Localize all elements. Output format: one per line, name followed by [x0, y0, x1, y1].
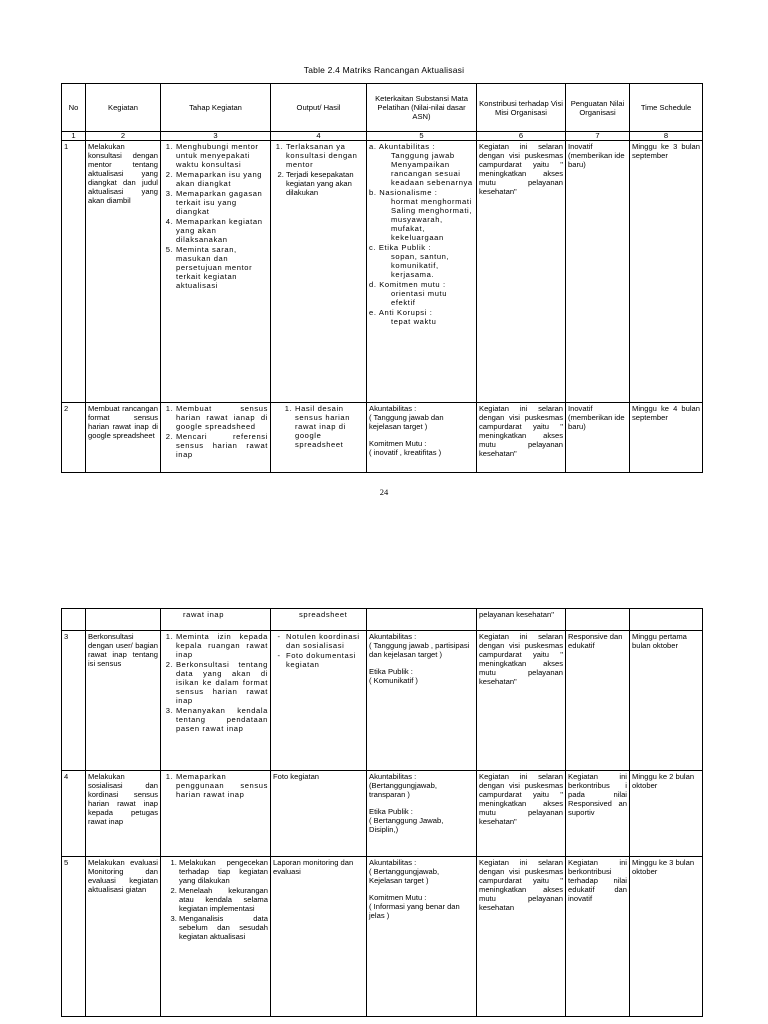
table-title: Table 2.4 Matriks Rancangan Aktualisasi [303, 65, 465, 75]
table-row [62, 141, 703, 403]
col-number: 5 [367, 132, 477, 141]
col-number: 3 [161, 132, 271, 141]
tahap-item: 3. Memaparkan gagasan terkait isu yang diangkat [176, 189, 268, 216]
row-tahap [161, 771, 271, 857]
row-kontribusi: Kegiatan ini selaran dengan visi puskesmas campurdarat yaitu " meningkatkan akses mutu pelayanan kesehatan" [477, 141, 566, 403]
row-no: 2 [62, 403, 86, 473]
row-substansi: Akuntabilitas : (Bertanggungjawab, transparan ) Etika Publik : ( Bertanggung Jawab, Disiplin,) [367, 771, 477, 857]
col-number: 1 [62, 132, 86, 141]
row-penguatan: Inovatif (memberikan ide baru) [566, 403, 630, 473]
row-kegiatan: Berkonsultasi dengan user/ bagian rawat inap tentang isi sensus [86, 631, 161, 771]
row-kegiatan: Melakukan sosialisasi dan kordinasi sensus harian rawat inap kepada petugas rawat inap [86, 771, 161, 857]
header-tahap: Tahap Kegiatan [161, 84, 271, 132]
row-time: Minggu pertama bulan oktober [630, 631, 703, 771]
header-kontribusi: Konstribusi terhadap Visi Misi Organisasi [477, 84, 566, 132]
page-number: 24 [379, 487, 389, 497]
row-time: Minggu ke 4 bulan september [630, 403, 703, 473]
output-item: - Notulen koordinasi dan sosialisasi [286, 632, 364, 650]
substansi-group: c. Etika Publik : sopan, santun, komunikatif, kerjasama. [369, 243, 450, 279]
row-output [271, 141, 367, 403]
row-penguatan: Kegiatan ini berkontribus i pada nilai Responsived an suportiv [566, 771, 630, 857]
row-substansi: Akuntabilitas : ( Bertanggungjawab, Kejelasan target ) Komitmen Mutu : ( Informasi yang benar dan jelas ) [367, 857, 477, 1017]
col-number: 2 [86, 132, 161, 141]
row-tahap [161, 141, 271, 403]
row-kegiatan: Membuat rancangan format sensus harian rawat inap di google spreadsheet [86, 403, 161, 473]
column-number-row [62, 132, 703, 141]
tahap-item: 2. Mencari referensi sensus harian rawat inap [176, 432, 268, 459]
table-row [62, 857, 703, 1017]
row-penguatan: Kegiatan ini berkontribusi terhadap nilai edukatif dan inovatif [566, 857, 630, 1017]
row-tahap [161, 857, 271, 1017]
row-no: 4 [62, 771, 86, 857]
header-kegiatan: Kegiatan [86, 84, 161, 132]
col-number: 8 [630, 132, 703, 141]
table-row [62, 403, 703, 473]
continuation-tahap: rawat inap [161, 609, 271, 631]
tahap-item: 2. Memaparkan isu yang akan diangkat [176, 170, 268, 188]
row-output [271, 403, 367, 473]
col-number: 4 [271, 132, 367, 141]
row-time: Minggu ke 3 bulan september [630, 141, 703, 403]
row-tahap [161, 403, 271, 473]
row-penguatan: Responsive dan edukatif [566, 631, 630, 771]
row-substansi [367, 141, 477, 403]
row-kontribusi: Kegiatan ini selaran dengan visi puskesmas campurdarat yaitu " meningkatkan akses mutu pelayanan kesehatan" [477, 771, 566, 857]
row-no: 1 [62, 141, 86, 403]
output-item: 1. Hasil desain sensus harian rawat inap di google spreadsheet [295, 404, 364, 449]
substansi-group: e. Anti Korupsi : tepat waktu [369, 308, 437, 326]
tahap-item: 1. Menghubungi mentor untuk menyepakati waktu konsultasi [176, 142, 268, 169]
col-number: 6 [477, 132, 566, 141]
row-time: Minggu ke 2 bulan oktober [630, 771, 703, 857]
row-no: 3 [62, 631, 86, 771]
continuation-row [62, 609, 703, 631]
substansi-group: d. Komitmen mutu : orientasi mutu efektif [369, 280, 448, 307]
row-kontribusi: Kegiatan ini selaran dengan visi puskesmas campurdarat yaitu " meningkatkan akses mutu pelayanan kesehatan" [477, 631, 566, 771]
substansi-group: b. Nasionalisme : hormat menghormati Saling menghormati, musyawarah, mufakat, kekeluargaan [369, 188, 473, 242]
matrix-table-part-1 [61, 83, 703, 473]
table-row [62, 631, 703, 771]
substansi-group: a. Akuntabilitas : Tanggung jawab Menyampaikan rancangan sesuai keadaan sebenarnya [369, 142, 473, 187]
tahap-item: 1. Membuat sensus harian rawat ianap di google spreadsheed [176, 404, 268, 431]
output-item: 1. Terlaksanan ya konsultasi dengan mentor [286, 142, 364, 169]
row-kontribusi: Kegiatan ini selaran dengan visi puskesmas campurdarat yaitu " meningkatkan akses mutu pelayanan kesehatan" [477, 403, 566, 473]
continuation-output: spreadsheet [271, 609, 367, 631]
header-row [62, 84, 703, 132]
page-2 [0, 580, 768, 1024]
matrix-table-part-2 [61, 608, 703, 1017]
row-no: 5 [62, 857, 86, 1017]
row-kegiatan: Melakukan konsultasi dengan mentor tentang aktualisasi yang diangkat dan judul aktualisasi yang akan diambil [86, 141, 161, 403]
tahap-item: 1. Memaparkan penggunaan sensus harian rawat inap [176, 772, 268, 799]
row-output: Laporan monitoring dan evaluasi [271, 857, 367, 1017]
header-penguatan: Penguatan Nilai Organisasi [566, 84, 630, 132]
row-substansi: Akuntabilitas : ( Tanggung jawab dan kejelasan target ) Komitmen Mutu : ( inovatif , kreatifitas ) [367, 403, 477, 473]
row-kontribusi: Kegiatan ini selaran dengan visi puskesmas campurdarat yaitu " meningkatkan akses mutu pelayanan kesehatan [477, 857, 566, 1017]
tahap-item: 4. Memaparkan kegiatan yang akan dilaksanakan [176, 217, 268, 244]
header-no: No [62, 84, 86, 132]
tahap-item: 1. Meminta izin kepada kepala ruangan rawat inap [176, 632, 268, 659]
table-row [62, 771, 703, 857]
row-output [271, 631, 367, 771]
tahap-item: 5. Meminta saran, masukan dan persetujuan mentor terkait kegiatan aktualisasi [176, 245, 268, 290]
output-item: - Foto dokumentasi kegiatan [286, 651, 364, 669]
tahap-item: 1. Melakukan pengecekan terhadap tiap kegiatan yang dilakukan [179, 858, 268, 885]
tahap-item: 2. Menelaah kekurangan atau kendala selama kegiatan implementasi [179, 886, 268, 913]
row-substansi: Akuntabilitas : ( Tanggung jawab , partisipasi dan kejelasan target ) Etika Publik : ( Komunikatif ) [367, 631, 477, 771]
continuation-kontribusi: pelayanan kesehatan" [477, 609, 566, 631]
tahap-item: 2. Berkonsultasi tentang data yang akan di isikan ke dalam format sensus harian rawat inap [176, 660, 268, 705]
header-time: Time Schedule [630, 84, 703, 132]
row-kegiatan: Melakukan evaluasi Monitoring dan evaluasi kegiatan aktualisasi giatan [86, 857, 161, 1017]
row-penguatan: Inovatif (memberikan ide baru) [566, 141, 630, 403]
row-tahap [161, 631, 271, 771]
tahap-item: 3. Menganalisis data sebelum dan sesudah kegiatan aktualisasi [179, 914, 268, 941]
row-output: Foto kegiatan [271, 771, 367, 857]
output-item: 2. Terjadi kesepakatan kegiatan yang akan dilakukan [286, 170, 364, 197]
tahap-item: 3. Menanyakan kendala tentang pendataan pasen rawat inap [176, 706, 268, 733]
header-substansi: Keterkaitan Substansi Mata Pelatihan (Nilai-nilai dasar ASN) [367, 84, 477, 132]
header-output: Output/ Hasil [271, 84, 367, 132]
col-number: 7 [566, 132, 630, 141]
row-time: Minggu ke 3 bulan oktober [630, 857, 703, 1017]
